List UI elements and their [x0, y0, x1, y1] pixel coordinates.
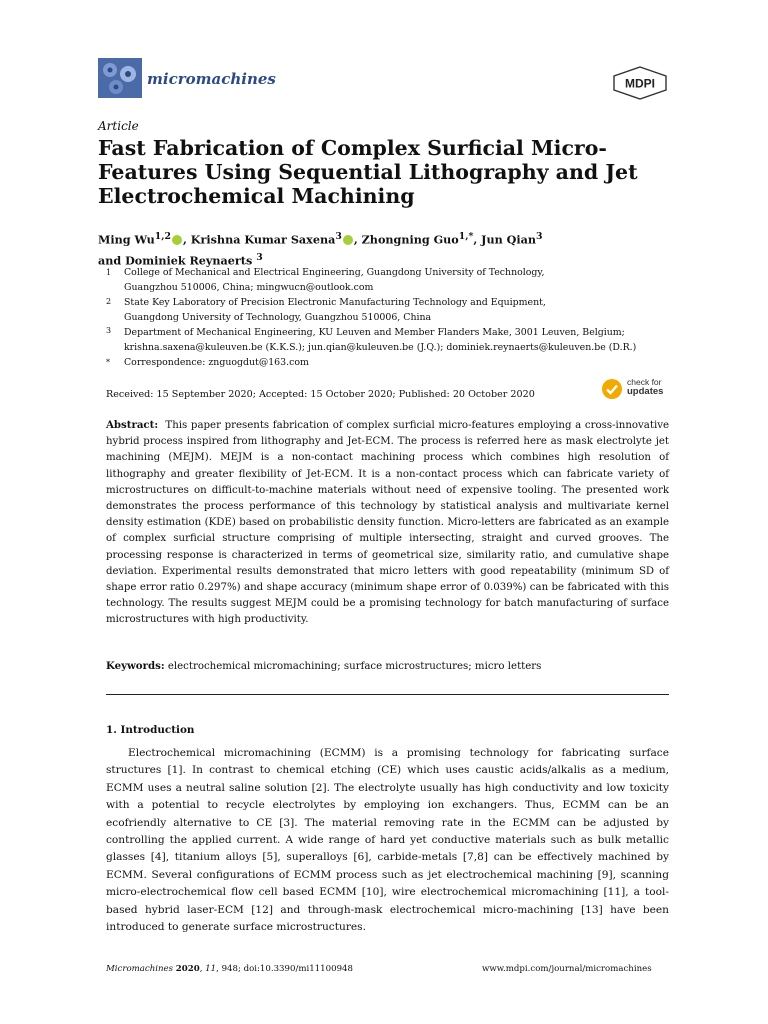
affiliation-item [124, 296, 684, 326]
author-name: Ming Wu [98, 232, 155, 247]
affiliation-item [124, 326, 684, 356]
affiliation-number: * [106, 358, 110, 367]
mdpi-logo-icon [612, 66, 668, 100]
journal-logo-icon [98, 58, 142, 98]
intro-paragraph: Electrochemical micromachining (ECMM) is a promising technology for fabricating surface structures [1]. In contrast to chemical etching (CE) which uses caustic acids/alkalis as a medium, ECMM uses a neutral saline solution [2]. The electrolyte usually has high conductivity and low toxicity with a potential to recycle electrolytes by employing ion exchangers. Thus, ECMM can be an ecofriendly alternative to CE [3]. The material removing rate in the ECMM can be adjusted by controlling the applied current. A wide range of hard yet conductive materials such as bulk metallic glasses [4], titanium alloys [5], superalloys [6], carbide-metals [7,8] can be effectively machined by ECMM. Several configurations of ECMM process such as jet electrochemical machining [9], scanning micro-electrochemical flow cell based ECMM [10], wire electrochemical micromachining [11], a tool-based hybrid laser-ECM [12] and through-mask electrochemical micro-machining [13] have been introduced to generate surface microstructures. [106, 747, 669, 934]
orcid-icon[interactable] [172, 235, 182, 245]
affiliations [0, 266, 768, 376]
affiliation-item [124, 356, 684, 371]
abstract-label: Abstract: [106, 419, 159, 431]
affiliation-line: Guangzhou 510006, China; mingwucn@outlook.com [124, 281, 374, 293]
affiliation-line: Correspondence: znguogdut@163.com [124, 357, 309, 368]
keywords [106, 660, 669, 672]
author-name: Jun Qian [481, 232, 537, 247]
affiliation-line: College of Mechanical and Electrical Engineering, Guangdong University of Technology, [124, 267, 545, 278]
author-separator: , [182, 232, 191, 247]
section-heading: 1. Introduction [106, 724, 195, 736]
author-affil: 1,* [458, 231, 474, 242]
check-updates-icon [601, 378, 623, 400]
affiliation-line: Department of Mechanical Engineering, KU Leuven and Member Flanders Make, 3001 Leuven, Belgium; [124, 327, 625, 338]
check-for-updates-button[interactable] [601, 376, 669, 404]
article-type: Article [98, 119, 139, 133]
abstract-text: This paper presents fabrication of complex surficial micro-features employing a cross-innovative hybrid process inspired from lithography and Jet-ECM. The process is referred here as mask electrolyte jet machining (MEJM). MEJM is a non-contact machining process which combines high resolution of lithography and greater flexibility of Jet-ECM. It is a non-contact process which can fabricate variety of microstructures on difficult-to-machine materials without need of expensive tooling. The presented work demonstrates the process performance of this technology by statistical analysis and multivariate kernel density estimation (KDE) based on probabilistic density function. Micro-letters are fabricated as an example of complex surficial structure comprising of multiple intersecting, straight and curved grooves. The processing response is characterized in terms of geometrical size, similarity ratio, and cumulative shape deviation. Experimental results demonstrated that micro letters with good repeatability (minimum SD of shape error ratio 0.297%) and shape accuracy (minimum shape error of 0.039%) can be fabricated with this technology. The results suggest MEJM could be a promising technology for batch manufacturing of surface microstructures with high productivity. [106, 420, 669, 626]
author-separator: , [473, 232, 482, 247]
author-affil: 3 [256, 251, 263, 263]
author-name: and Dominiek Reynaerts [98, 253, 253, 268]
author-affil: 3 [335, 231, 342, 242]
author-affil: 3 [536, 231, 543, 242]
check-updates-line-1: check for [627, 377, 662, 387]
publisher-label: MDPI [625, 76, 655, 91]
affiliation-number: 3 [106, 326, 112, 335]
footer-citation: Micromachines 2020, 11, 948; doi:10.3390/mi11100948 [106, 964, 353, 974]
author-line-1 [98, 228, 688, 249]
journal-name: micromachines [147, 70, 276, 88]
affiliation-line: State Key Laboratory of Precision Electronic Manufacturing Technology and Equipment, [124, 297, 546, 308]
author-separator: , [353, 232, 362, 247]
footer-year: 2020 [175, 964, 200, 974]
footer-journal: Micromachines [106, 964, 174, 974]
author-affil: 1,2 [154, 231, 171, 242]
keywords-text: electrochemical micromachining; surface microstructures; micro letters [167, 661, 542, 672]
publication-dates: Received: 15 September 2020; Accepted: 15 October 2020; Published: 20 October 2020 [106, 389, 535, 400]
author-name: Krishna Kumar Saxena [190, 232, 336, 247]
abstract [106, 417, 669, 629]
affiliation-line: Guangdong University of Technology, Guangzhou 510006, China [124, 311, 432, 323]
check-updates-line-2: updates [627, 386, 664, 397]
affiliation-item [124, 266, 684, 296]
paper-title: Fast Fabrication of Complex Surficial Micro-Features Using Sequential Lithography and Jet Electrochemical Machining [98, 136, 638, 208]
footer-doi: , 948; doi:10.3390/mi11100948 [216, 964, 353, 974]
footer-url[interactable]: www.mdpi.com/journal/micromachines [482, 964, 652, 974]
orcid-icon[interactable] [343, 235, 353, 245]
affiliation-line: krishna.saxena@kuleuven.be (K.K.S.); jun.qian@kuleuven.be (J.Q.); dominiek.reynaerts@kuleuven.be (D.R.) [124, 341, 637, 353]
keywords-label: Keywords: [106, 660, 165, 672]
affiliation-number: 2 [106, 297, 112, 306]
section-divider [106, 694, 669, 695]
author-list [98, 228, 688, 269]
affiliation-number: 1 [106, 268, 112, 277]
footer-volume: 11 [205, 964, 217, 974]
author-name: Zhongning Guo [361, 232, 459, 247]
